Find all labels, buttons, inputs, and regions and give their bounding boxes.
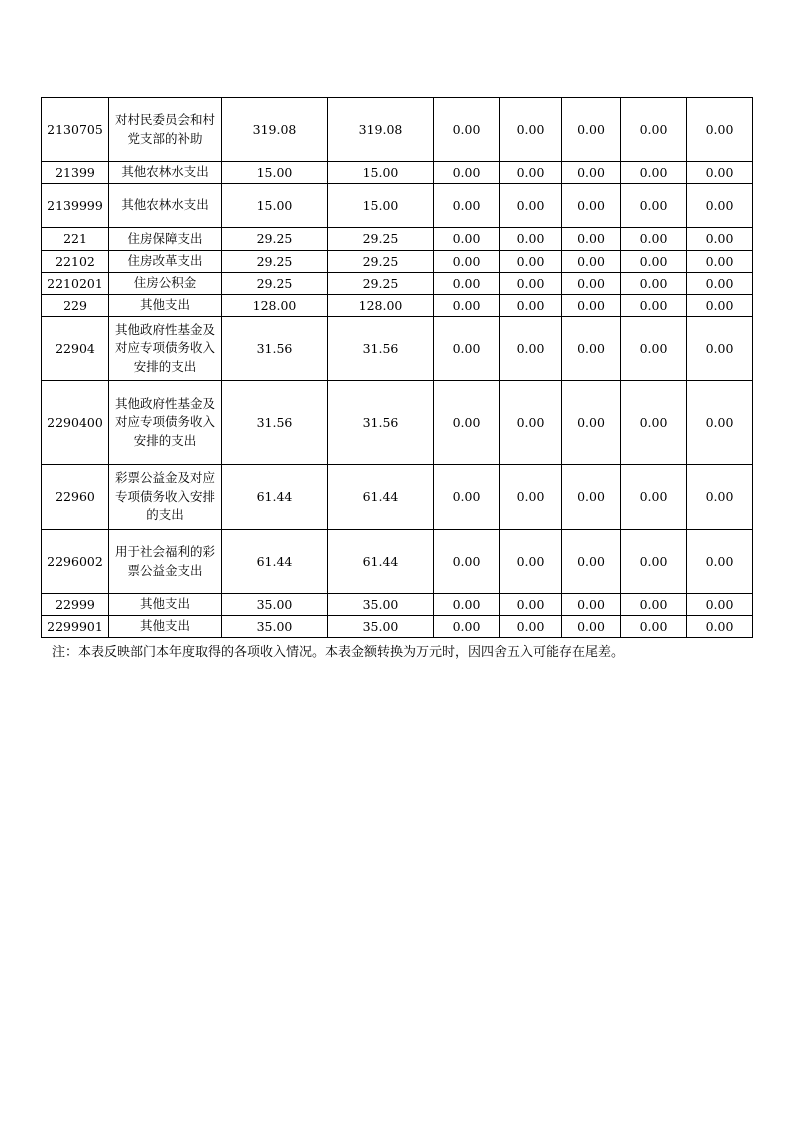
amount-cell: 0.00 — [434, 98, 500, 162]
amount-cell: 0.00 — [687, 162, 753, 184]
amount-cell: 0.00 — [562, 184, 621, 228]
subject-code-cell: 2210201 — [42, 273, 109, 295]
table-row — [42, 594, 753, 616]
amount-cell: 0.00 — [687, 594, 753, 616]
amount-cell: 0.00 — [562, 295, 621, 317]
table-row — [42, 530, 753, 594]
amount-cell: 0.00 — [434, 594, 500, 616]
amount-cell: 0.00 — [434, 317, 500, 381]
amount-cell: 29.25 — [222, 228, 328, 251]
table-row — [42, 162, 753, 184]
amount-cell: 0.00 — [621, 251, 687, 273]
amount-cell: 0.00 — [500, 228, 562, 251]
amount-cell: 15.00 — [222, 162, 328, 184]
amount-cell: 0.00 — [621, 273, 687, 295]
subject-name-cell: 其他支出 — [109, 616, 222, 638]
amount-cell: 61.44 — [222, 465, 328, 530]
amount-cell: 0.00 — [500, 162, 562, 184]
subject-code-cell: 21399 — [42, 162, 109, 184]
amount-cell: 0.00 — [621, 162, 687, 184]
amount-cell: 0.00 — [687, 465, 753, 530]
amount-cell: 0.00 — [687, 228, 753, 251]
amount-cell: 29.25 — [328, 251, 434, 273]
amount-cell: 31.56 — [222, 381, 328, 465]
amount-cell: 0.00 — [434, 228, 500, 251]
amount-cell: 35.00 — [328, 616, 434, 638]
amount-cell: 0.00 — [687, 381, 753, 465]
amount-cell: 0.00 — [687, 184, 753, 228]
amount-cell: 61.44 — [328, 465, 434, 530]
subject-name-cell: 其他农林水支出 — [109, 184, 222, 228]
amount-cell: 0.00 — [500, 530, 562, 594]
amount-cell: 319.08 — [222, 98, 328, 162]
amount-cell: 61.44 — [328, 530, 434, 594]
amount-cell: 0.00 — [687, 317, 753, 381]
subject-name-cell: 对村民委员会和村党支部的补助 — [109, 98, 222, 162]
amount-cell: 128.00 — [222, 295, 328, 317]
subject-name-cell: 其他农林水支出 — [109, 162, 222, 184]
amount-cell: 0.00 — [562, 594, 621, 616]
amount-cell: 0.00 — [562, 381, 621, 465]
subject-name-cell: 住房保障支出 — [109, 228, 222, 251]
subject-code-cell: 2139999 — [42, 184, 109, 228]
amount-cell: 0.00 — [687, 273, 753, 295]
amount-cell: 0.00 — [500, 465, 562, 530]
amount-cell: 0.00 — [621, 381, 687, 465]
amount-cell: 29.25 — [328, 273, 434, 295]
amount-cell: 0.00 — [562, 616, 621, 638]
amount-cell: 0.00 — [500, 616, 562, 638]
amount-cell: 0.00 — [562, 273, 621, 295]
amount-cell: 15.00 — [328, 184, 434, 228]
table-row — [42, 98, 753, 162]
amount-cell: 0.00 — [621, 594, 687, 616]
amount-cell: 0.00 — [621, 228, 687, 251]
table-row — [42, 184, 753, 228]
amount-cell: 0.00 — [434, 616, 500, 638]
amount-cell: 0.00 — [434, 530, 500, 594]
amount-cell: 0.00 — [434, 295, 500, 317]
amount-cell: 0.00 — [562, 228, 621, 251]
subject-name-cell: 住房改革支出 — [109, 251, 222, 273]
amount-cell: 15.00 — [222, 184, 328, 228]
amount-cell: 0.00 — [500, 381, 562, 465]
amount-cell: 35.00 — [222, 616, 328, 638]
subject-name-cell: 其他政府性基金及对应专项债务收入安排的支出 — [109, 381, 222, 465]
amount-cell: 0.00 — [621, 98, 687, 162]
amount-cell: 31.56 — [328, 381, 434, 465]
subject-code-cell: 2130705 — [42, 98, 109, 162]
budget-table — [41, 97, 753, 638]
amount-cell: 128.00 — [328, 295, 434, 317]
amount-cell: 0.00 — [687, 251, 753, 273]
table-row — [42, 381, 753, 465]
amount-cell: 0.00 — [434, 251, 500, 273]
subject-name-cell: 住房公积金 — [109, 273, 222, 295]
amount-cell: 0.00 — [562, 162, 621, 184]
amount-cell: 15.00 — [328, 162, 434, 184]
amount-cell: 31.56 — [328, 317, 434, 381]
amount-cell: 31.56 — [222, 317, 328, 381]
amount-cell: 0.00 — [500, 295, 562, 317]
subject-name-cell: 其他支出 — [109, 594, 222, 616]
table-row — [42, 317, 753, 381]
amount-cell: 61.44 — [222, 530, 328, 594]
amount-cell: 0.00 — [500, 98, 562, 162]
amount-cell: 0.00 — [434, 273, 500, 295]
amount-cell: 0.00 — [434, 162, 500, 184]
amount-cell: 0.00 — [687, 295, 753, 317]
amount-cell: 0.00 — [500, 273, 562, 295]
table-row — [42, 228, 753, 251]
amount-cell: 0.00 — [687, 530, 753, 594]
amount-cell: 0.00 — [562, 317, 621, 381]
amount-cell: 0.00 — [687, 98, 753, 162]
subject-code-cell: 221 — [42, 228, 109, 251]
amount-cell: 0.00 — [500, 317, 562, 381]
amount-cell: 0.00 — [500, 594, 562, 616]
amount-cell: 0.00 — [434, 465, 500, 530]
subject-name-cell: 其他支出 — [109, 295, 222, 317]
subject-code-cell: 22999 — [42, 594, 109, 616]
amount-cell: 0.00 — [687, 616, 753, 638]
amount-cell: 319.08 — [328, 98, 434, 162]
amount-cell: 0.00 — [621, 295, 687, 317]
subject-name-cell: 彩票公益金及对应专项债务收入安排的支出 — [109, 465, 222, 530]
subject-code-cell: 2296002 — [42, 530, 109, 594]
amount-cell: 0.00 — [500, 184, 562, 228]
subject-code-cell: 22102 — [42, 251, 109, 273]
table-row — [42, 273, 753, 295]
amount-cell: 0.00 — [562, 98, 621, 162]
table-row — [42, 295, 753, 317]
subject-code-cell: 2299901 — [42, 616, 109, 638]
subject-name-cell: 用于社会福利的彩票公益金支出 — [109, 530, 222, 594]
amount-cell: 0.00 — [621, 616, 687, 638]
subject-code-cell: 22904 — [42, 317, 109, 381]
amount-cell: 29.25 — [222, 273, 328, 295]
amount-cell: 0.00 — [562, 251, 621, 273]
subject-code-cell: 2290400 — [42, 381, 109, 465]
amount-cell: 0.00 — [621, 317, 687, 381]
amount-cell: 0.00 — [621, 530, 687, 594]
table-row — [42, 251, 753, 273]
table-row — [42, 465, 753, 530]
amount-cell: 0.00 — [434, 184, 500, 228]
amount-cell: 35.00 — [328, 594, 434, 616]
amount-cell: 0.00 — [621, 465, 687, 530]
amount-cell: 0.00 — [562, 465, 621, 530]
subject-name-cell: 其他政府性基金及对应专项债务收入安排的支出 — [109, 317, 222, 381]
amount-cell: 29.25 — [222, 251, 328, 273]
amount-cell: 0.00 — [562, 530, 621, 594]
amount-cell: 0.00 — [500, 251, 562, 273]
amount-cell: 29.25 — [328, 228, 434, 251]
subject-code-cell: 22960 — [42, 465, 109, 530]
amount-cell: 35.00 — [222, 594, 328, 616]
amount-cell: 0.00 — [434, 381, 500, 465]
table-note: 注：本表反映部门本年度取得的各项收入情况。本表金额转换为万元时，因四舍五入可能存在尾差。 — [52, 645, 625, 660]
subject-code-cell: 229 — [42, 295, 109, 317]
table-body — [42, 98, 753, 638]
amount-cell: 0.00 — [621, 184, 687, 228]
table-row — [42, 616, 753, 638]
